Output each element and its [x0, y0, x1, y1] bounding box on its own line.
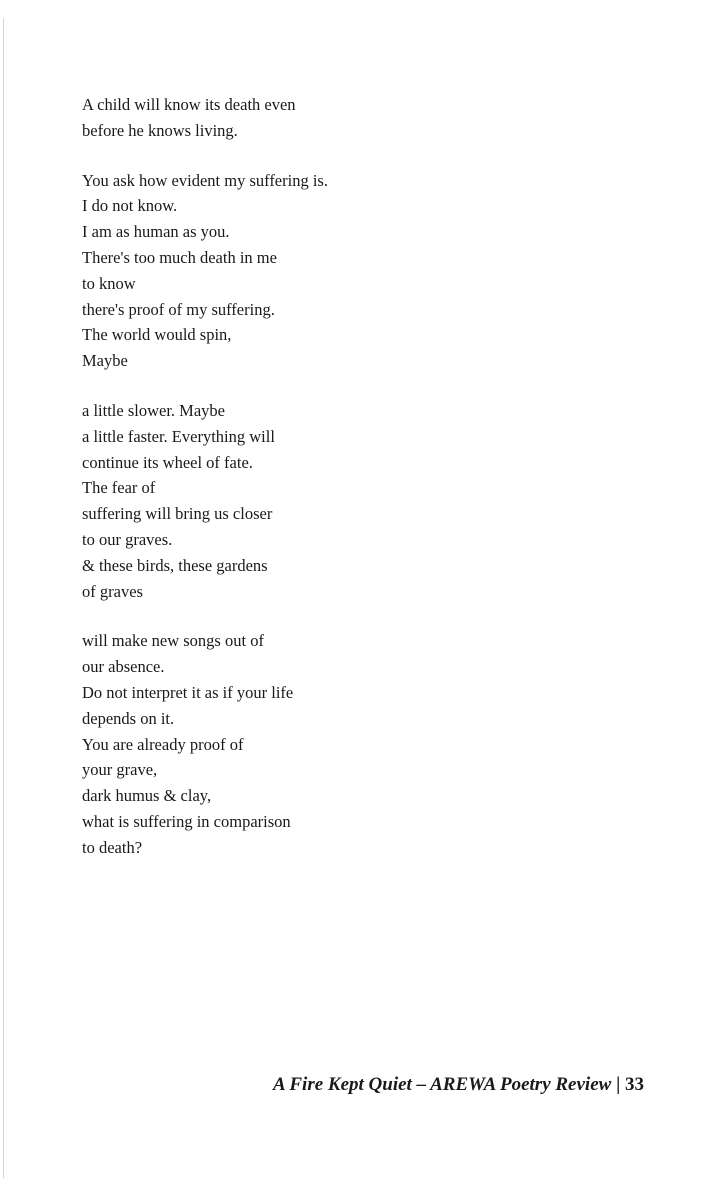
poem-line: You are already proof of	[82, 734, 244, 754]
poem-line: & these birds, these gardens	[82, 555, 268, 575]
poem-line: a little faster. Everything will	[82, 426, 275, 446]
poem-line: The world would spin,	[82, 325, 232, 345]
poem-line: there's proof of my suffering.	[82, 299, 275, 319]
poem-line: A child will know its death even	[82, 95, 296, 114]
publication-title: A Fire Kept Quiet – AREWA Poetry Review	[273, 1074, 612, 1095]
poem-line: suffering will bring us closer	[82, 504, 273, 524]
poem-line: continue its wheel of fate.	[82, 452, 253, 472]
poem-line: will make new songs out of	[82, 631, 264, 651]
poem-line: dark humus & clay,	[82, 786, 212, 806]
poem-line: your grave,	[82, 760, 158, 780]
page-footer	[273, 1074, 644, 1096]
page-number: 33	[625, 1074, 644, 1095]
poem-body	[82, 92, 642, 885]
poem-line: I am as human as you.	[82, 222, 230, 242]
poem-line: a little slower. Maybe	[82, 400, 225, 420]
poem-line: Do not interpret it as if your life	[82, 682, 294, 702]
poem-line: to death?	[82, 837, 143, 857]
poem-line: of graves	[82, 581, 143, 601]
poem-line: to know	[82, 273, 136, 293]
poem-line: depends on it.	[82, 708, 175, 728]
poem-line: before he knows living.	[82, 120, 238, 140]
poem-line: The fear of	[82, 478, 156, 498]
stanza-1	[82, 92, 642, 144]
poem-line: our absence.	[82, 657, 165, 677]
poem-line: There's too much death in me	[82, 247, 277, 267]
stanza-3	[82, 398, 642, 604]
footer-separator: |	[616, 1074, 621, 1095]
stanza-2	[82, 168, 642, 374]
poem-line: what is suffering in comparison	[82, 811, 291, 831]
poem-line: Maybe	[82, 351, 128, 371]
poem-line: to our graves.	[82, 529, 173, 549]
stanza-4	[82, 628, 642, 860]
page-edge-line	[3, 18, 4, 1178]
poem-line: You ask how evident my suffering is.	[82, 170, 328, 190]
poem-line: I do not know.	[82, 196, 178, 216]
